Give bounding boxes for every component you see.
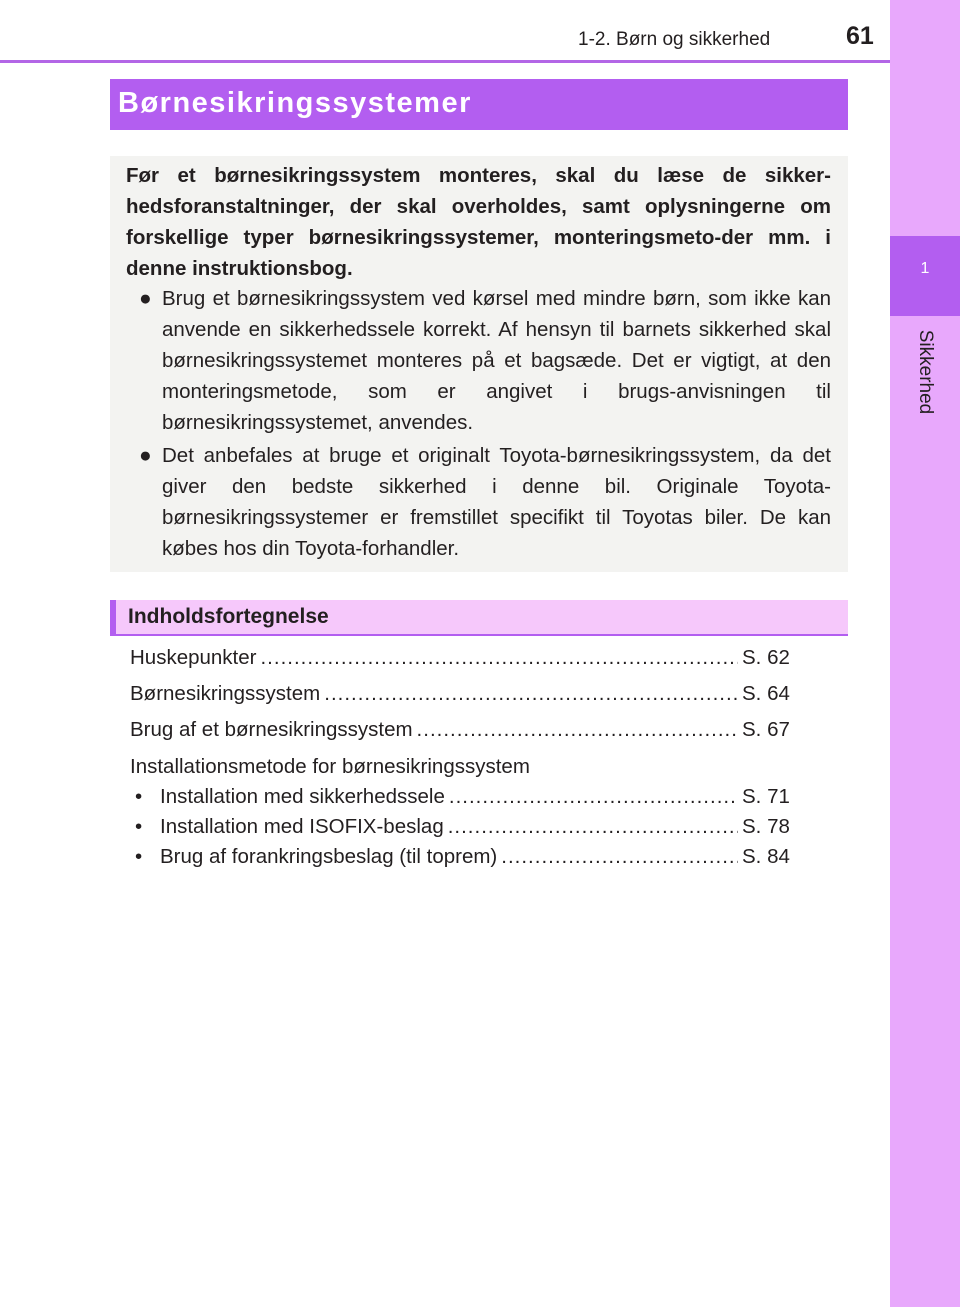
toc-entry-page: S. 64 [742, 682, 790, 705]
side-tab-active[interactable] [890, 236, 960, 316]
toc-entry-page: S. 84 [742, 845, 790, 868]
intro-box [110, 156, 848, 572]
toc-leader-dots [448, 814, 738, 840]
side-tab-bar [890, 0, 960, 1307]
toc-sub-entry[interactable] [135, 844, 810, 870]
bullet-dot-icon: ● [139, 444, 152, 467]
toc-entry-page: S. 62 [742, 646, 790, 669]
page-title-banner [110, 79, 848, 130]
toc-header-accent [110, 600, 116, 634]
toc-entry-label: Huskepunkter [130, 646, 257, 669]
toc-leader-dots [260, 645, 738, 671]
intro-bullet-text: Brug et børnesikringssystem ved kørsel med mindre børn, som ikke kan anvende en sikkerhedssele korrekt. Af hensyn til barnets sikkerhed skal børnesikringssystemet monteres på et bagsæde. Det er vigtigt, at den monteringsmetode, som er angivet i brugs-anvisningen til børnesikringssystemet, anvendes. [162, 287, 831, 434]
page-title: Børnesikringssystemer [118, 87, 472, 119]
sub-bullet-icon: • [135, 815, 143, 838]
sub-bullet-icon: • [135, 845, 143, 868]
toc-group-label: Installationsmetode for børnesikringssystem [130, 755, 530, 778]
toc-header [110, 600, 848, 636]
toc-leader-dots [449, 784, 738, 810]
toc-entry-label: Børnesikringssystem [130, 682, 321, 705]
toc-entry-page: S. 71 [742, 785, 790, 808]
header-section-title: 1-2. Børn og sikkerhed [578, 29, 771, 50]
intro-bullet-text: Det anbefales at bruge et originalt Toyota-børnesikringssystem, da det giver den bedste sikkerhed i denne bil. Originale Toyota-børnesikringssystemer er fremstillet specifikt til Toyotas biler. De kan købes hos din Toyota-forhandler. [162, 444, 831, 560]
toc-entry-page: S. 78 [742, 815, 790, 838]
page-number: 61 [846, 22, 874, 50]
toc-leader-dots [417, 717, 738, 743]
side-tab-label: Sikkerhed [915, 329, 936, 415]
toc-sub-entry[interactable] [135, 814, 810, 840]
toc-leader-dots [324, 681, 738, 707]
sub-bullet-icon: • [135, 785, 143, 808]
intro-bullet-item [139, 440, 831, 564]
bullet-dot-icon: ● [139, 287, 152, 310]
toc-entry-label: Installation med ISOFIX-beslag [160, 815, 444, 838]
intro-bullet-item [139, 283, 831, 438]
intro-text: Før et børnesikringssystem monteres, skal du læse de sikker-hedsforanstaltninger, der skal overholdes, samt oplysningerne om forskellige typer børnesikringssystemer, monteringsmeto-der mm. i denne instruktionsbog. [126, 164, 831, 280]
toc-entry[interactable] [130, 645, 810, 671]
side-tab-number: 1 [920, 260, 930, 277]
toc-entry-page: S. 67 [742, 718, 790, 741]
toc-entry-label: Brug af forankringsbeslag (til toprem) [160, 845, 498, 868]
toc-entry[interactable] [130, 681, 810, 707]
toc-entry-label: Brug af et børnesikringssystem [130, 718, 413, 741]
toc-title: Indholdsfortegnelse [128, 605, 329, 628]
header-divider [0, 60, 890, 63]
toc-leader-dots [501, 844, 738, 870]
toc-entry[interactable] [130, 717, 810, 743]
toc-entry-label: Installation med sikkerhedssele [160, 785, 445, 808]
toc-sub-entry[interactable] [135, 784, 810, 810]
